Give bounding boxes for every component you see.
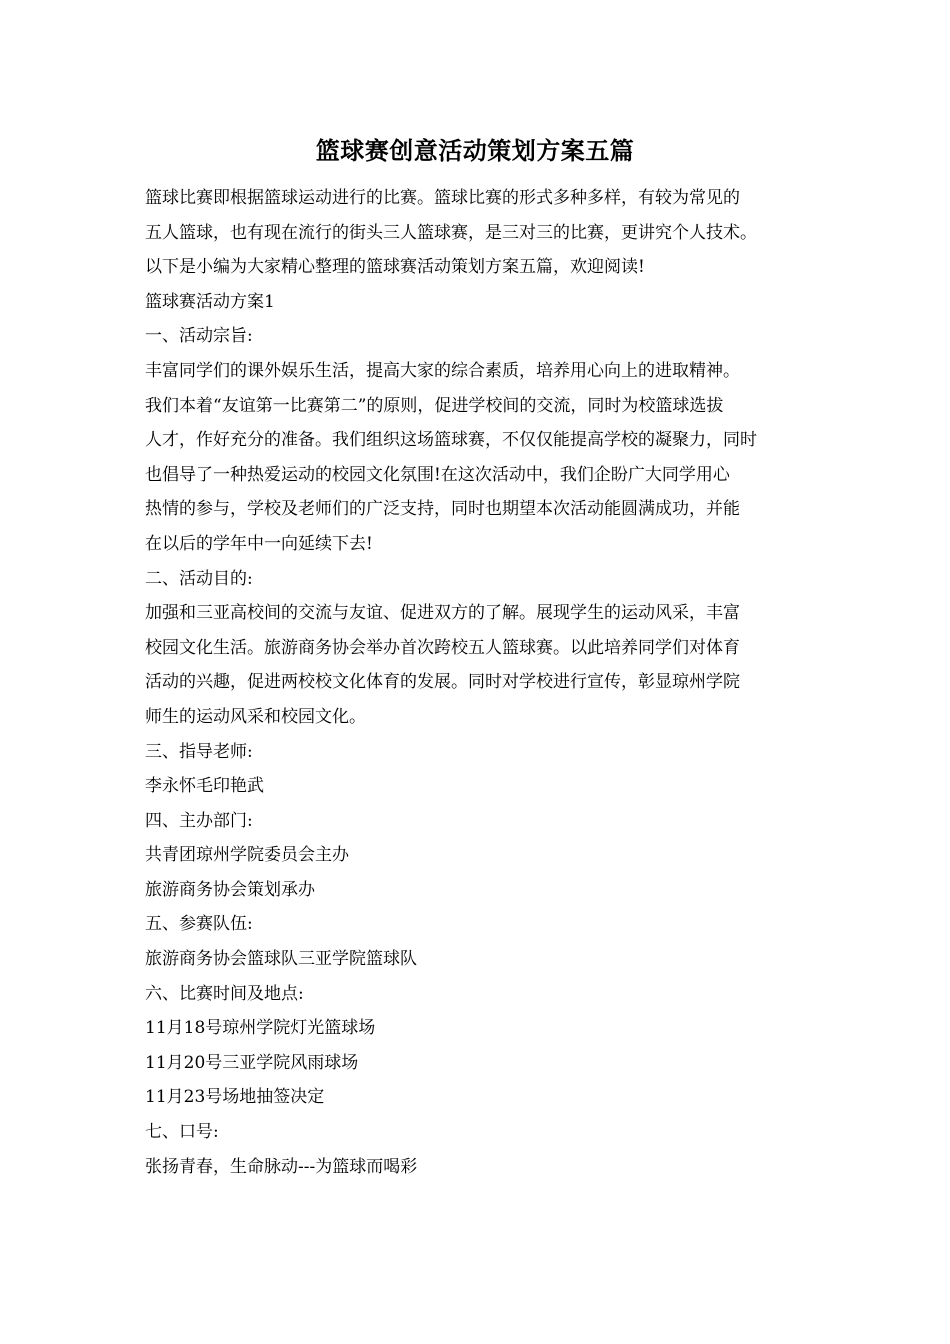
section-2-line-3: 活动的兴趣，促进两校校文化体育的发展。同时对学校进行宣传，彰显琼州学院 <box>145 672 740 693</box>
section-3-text: 李永怀毛印艳武 <box>145 776 264 797</box>
section-1-line-4: 也倡导了一种热爱运动的校园文化氛围!在这次活动中，我们企盼广大同学用心 <box>145 464 730 485</box>
section-1-line-5: 热情的参与，学校及老师们的广泛支持，同时也期望本次活动能圆满成功，并能 <box>145 499 740 520</box>
section-3-heading: 三、指导老师: <box>145 741 253 762</box>
section-1-heading: 一、活动宗旨: <box>145 326 253 347</box>
section-4-line-1: 共青团琼州学院委员会主办 <box>145 845 349 866</box>
document-body <box>145 181 807 1184</box>
intro-line-2: 五人篮球，也有现在流行的街头三人篮球赛，是三对三的比赛，更讲究个人技术。 <box>145 222 757 243</box>
section-7-text: 张扬青春，生命脉动---为篮球而喝彩 <box>145 1156 418 1177</box>
section-6-heading: 六、比赛时间及地点: <box>145 983 304 1004</box>
intro-line-3: 以下是小编为大家精心整理的篮球赛活动策划方案五篇，欢迎阅读! <box>145 257 645 278</box>
document-title: 篮球赛创意活动策划方案五篇 <box>315 136 635 165</box>
section-1-line-1: 丰富同学们的课外娱乐生活，提高大家的综合素质，培养用心向上的进取精神。 <box>145 360 740 381</box>
section-1-line-2: 我们本着“友谊第一比赛第二”的原则，促进学校间的交流，同时为校篮球选拔 <box>145 395 724 416</box>
section-6-line-2: 11月20号三亚学院风雨球场 <box>145 1052 359 1073</box>
section-4-heading: 四、主办部门: <box>145 810 253 831</box>
section-7-heading: 七、口号: <box>145 1122 219 1143</box>
section-6-line-1: 11月18号琼州学院灯光篮球场 <box>145 1018 376 1039</box>
section-6-line-3: 11月23号场地抽签决定 <box>145 1087 325 1108</box>
plan-heading: 篮球赛活动方案1 <box>145 291 275 312</box>
intro-line-1: 篮球比赛即根据篮球运动进行的比赛。篮球比赛的形式多种多样，有较为常见的 <box>145 188 740 208</box>
section-1-line-3: 人才，作好充分的准备。我们组织这场篮球赛，不仅仅能提高学校的凝聚力，同时 <box>145 430 757 451</box>
section-2-line-4: 师生的运动风采和校园文化。 <box>145 706 366 727</box>
section-5-text: 旅游商务协会篮球队三亚学院篮球队 <box>145 949 417 970</box>
section-2-line-2: 校园文化生活。旅游商务协会举办首次跨校五人篮球赛。以此培养同学们对体育 <box>145 637 740 658</box>
section-1-line-6: 在以后的学年中一向延续下去! <box>145 533 373 554</box>
section-2-line-1: 加强和三亚高校间的交流与友谊、促进双方的了解。展现学生的运动风采，丰富 <box>145 603 740 624</box>
section-4-line-2: 旅游商务协会策划承办 <box>145 879 315 900</box>
section-5-heading: 五、参赛队伍: <box>145 914 253 935</box>
section-2-heading: 二、活动目的: <box>145 568 253 589</box>
